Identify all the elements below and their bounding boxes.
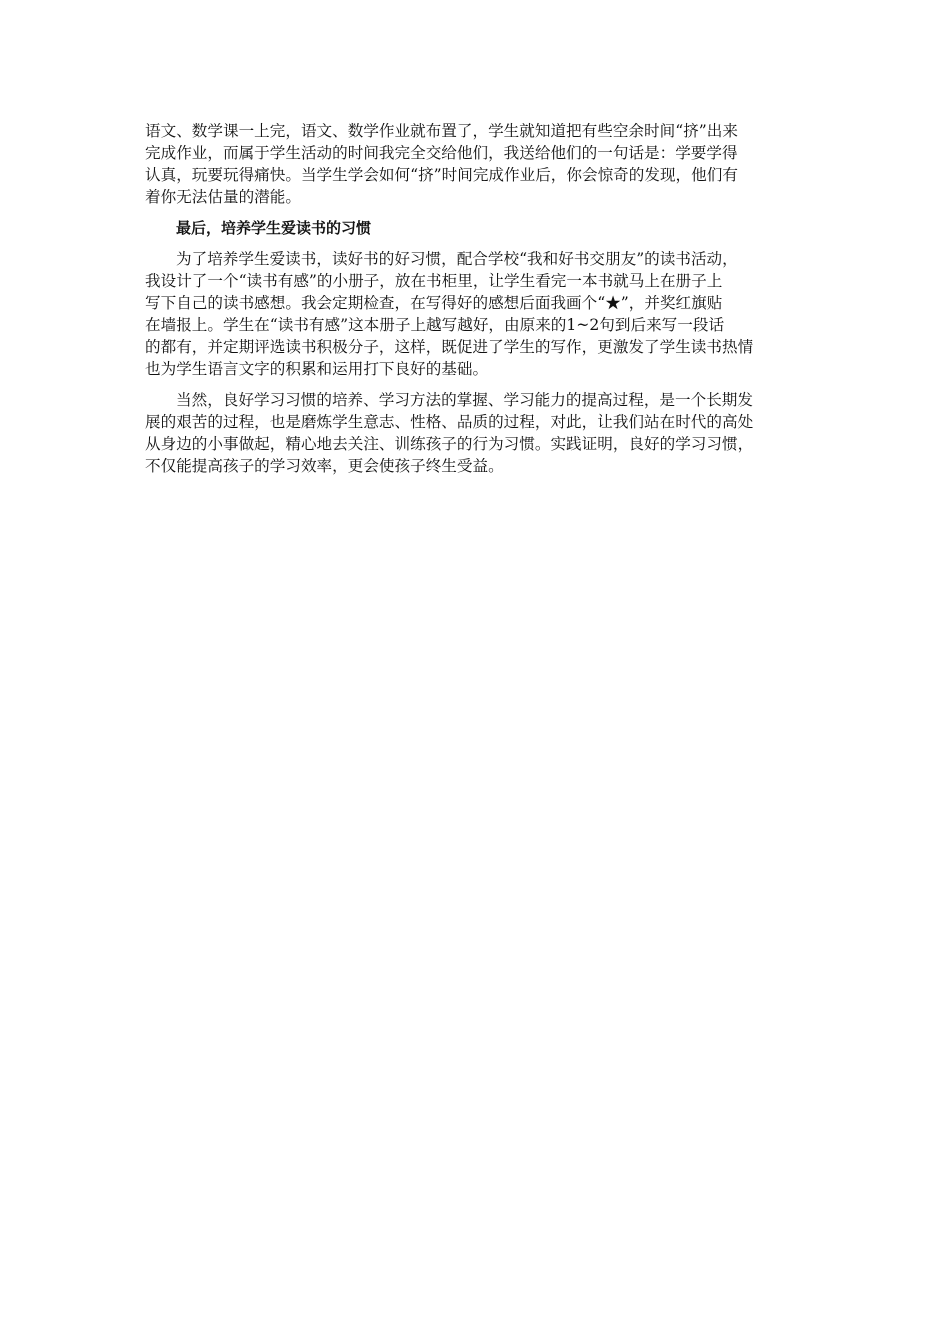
text-line: 在墙报上。学生在“读书有感”这本册子上越写越好，由原来的1~2句到后来写一段话 <box>145 316 725 334</box>
document-page <box>145 120 813 477</box>
paragraph-spacing <box>145 239 813 248</box>
paragraph-conclusion <box>145 389 813 477</box>
text-line: 的都有，并定期评选读书积极分子，这样，既促进了学生的写作，更激发了学生读书热情 <box>145 338 754 356</box>
text-line: 着你无法估量的潜能。 <box>145 188 301 206</box>
text-line: 我设计了一个“读书有感”的小册子，放在书柜里，让学生看完一本书就马上在册子上 <box>145 272 723 290</box>
section-heading: 最后，培养学生爱读书的习惯 <box>176 219 372 237</box>
text-line: 当然，良好学习习惯的培养、学习方法的掌握、学习能力的提高过程，是一个长期发 <box>176 391 753 409</box>
text-line: 从身边的小事做起，精心地去关注、训练孩子的行为习惯。实践证明，良好的学习习惯， <box>145 435 754 453</box>
text-line: 不仅能提高孩子的学习效率，更会使孩子终生受益。 <box>145 457 504 475</box>
text-line: 认真，玩要玩得痛快。当学生学会如何“挤”时间完成作业后，你会惊奇的发现，他们有 <box>145 166 738 184</box>
paragraph-spacing <box>145 380 813 389</box>
text-line: 写下自己的读书感想。我会定期检查，在写得好的感想后面我画个“★”，并奖红旗贴 <box>145 294 723 312</box>
text-line: 也为学生语言文字的积累和运用打下良好的基础。 <box>145 360 489 378</box>
text-line: 完成作业，而属于学生活动的时间我完全交给他们，我送给他们的一句话是：学要学得 <box>145 144 738 162</box>
text-line: 展的艰苦的过程，也是磨炼学生意志、性格、品质的过程，对此，让我们站在时代的高处 <box>145 413 754 431</box>
text-line: 为了培养学生爱读书，读好书的好习惯，配合学校“我和好书交朋友”的读书活动， <box>176 250 738 268</box>
paragraph-spacing <box>145 208 813 217</box>
paragraph-homework <box>145 120 813 208</box>
text-line: 语文、数学课一上完，语文、数学作业就布置了，学生就知道把有些空余时间“挤”出来 <box>145 122 738 140</box>
paragraph-reading-habit <box>145 248 813 380</box>
